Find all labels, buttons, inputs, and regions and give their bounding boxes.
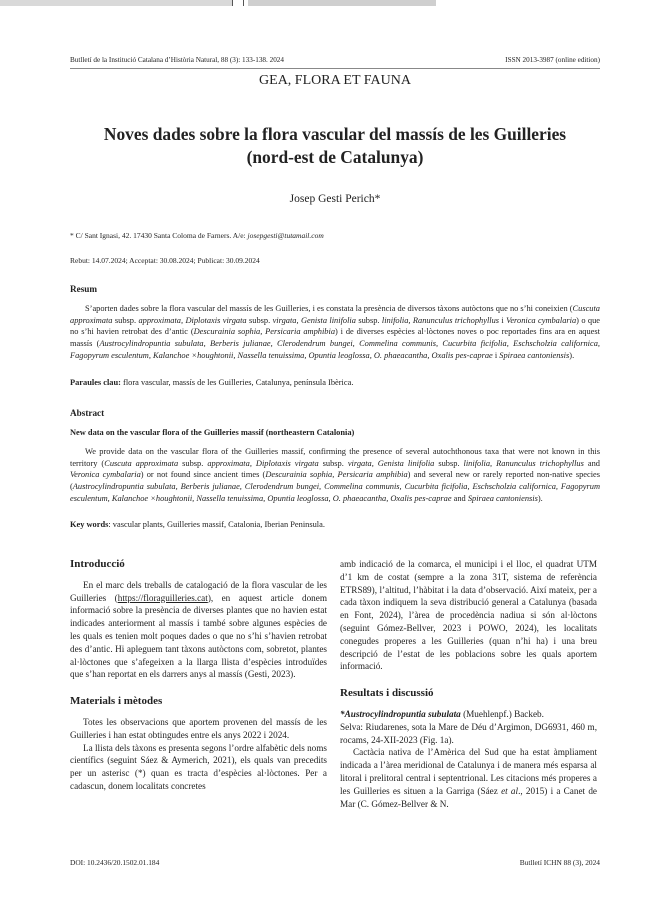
methods-continuation: amb indicació de la comarca, el municipi i el lloc, el quadrat UTM d’1 km de costat (sempre a la zona 31T, sistema de referència ETRS89), l’altitud, l’hàbitat i la data d’observació. Així mateix, per a cada tàxon indiquem la seva distribució general a Catalunya (basada en Font, 2024), l’àrea de procedència nadiua si són al·lòctons (seguint Gómez-Bellver, 2023 i POWO, 2024), les localitats conegudes properes a les Guilleries (quan n’hi ha) i una breu descripció de l’estat de les poblacions sobre les quals aportem informació. xyxy=(340,559,597,672)
running-header xyxy=(70,56,600,64)
species-locality: Selva: Riudarenes, sota la Mare de Déu d’Argimon, DG6931, 460 m, rocams, 24-XII-2023 (Fig. 1a). xyxy=(340,721,597,745)
doi: DOI: 10.2436/20.1502.01.184 xyxy=(70,858,160,867)
keywords-english: Key words: vascular plants, Guilleries massif, Catalonia, Iberian Peninsula. xyxy=(70,520,325,529)
footer-journal: Butlletí ICHN 88 (3), 2024 xyxy=(519,858,600,867)
author: Josep Gesti Perich* xyxy=(289,193,381,205)
publication-dates: Rebut: 14.07.2024; Acceptat: 30.08.2024; Publicat: 30.09.2024 xyxy=(70,256,260,265)
email-link[interactable]: josepgesti@tutamail.com xyxy=(247,231,324,240)
toolbar-divider xyxy=(243,0,244,6)
species-entry xyxy=(340,708,597,721)
abstract-text: We provide data on the vascular flora of the Guilleries massif, confirming the presence of several autochthonous taxa that were not known in this territory (Cuscuta approximata subsp. approximata, Diplotaxis virgata subsp. virgata, Genista linifolia subsp. linifolia, Ranunculus trichophyllus and Veronica cymbalaria) or not found since ancient times (Descurainia sophia, Persicaria amphibia) and several new or rarely reported non-native species (Austrocylindropuntia subulata, Berberis julianae, Clerodendrum bungei, Commelina communis, Cucurbita ficifolia, Eschscholzia californica, Fagopyrum esculentum, Kalanchoe ×houghtonii, Nassella tenuissima, Opuntia leoglossa, O. phaeacantha, Oxalis pes-caprae and Spiraea cantoniensis). xyxy=(70,447,600,503)
journal-citation: Butlletí de la Institució Catalana d’Història Natural, 88 (3): 133-138. 2024 xyxy=(70,56,284,64)
abstract-subtitle: New data on the vascular flora of the Guilleries massif (northeastern Catalonia) xyxy=(70,428,355,437)
species-discussion: Cactàcia nativa de l’Amèrica del Sud que ha estat àmpliament indicada a l’àrea meridional de Catalunya i de manera més esparsa al litoral i prelitoral central i septentrional. Les citacions més properes a les Guilleries es situen a la Garriga (Sáez et al., 2015) i a Canet de Mar (C. Gómez-Bellver & N. xyxy=(340,747,597,809)
section-label: GEA, FLORA ET FAUNA xyxy=(259,73,411,88)
abstract-heading: Abstract xyxy=(70,408,105,418)
address-text: * C/ Sant Ignasi, 42. 17430 Santa Coloma de Farners. A/e: xyxy=(70,231,248,240)
methods-heading: Materials i mètodes xyxy=(70,695,163,708)
toolbar-segment-left xyxy=(0,0,232,6)
results-heading: Resultats i discussió xyxy=(340,687,434,700)
author-address xyxy=(70,231,600,240)
resum-text: S’aporten dades sobre la flora vascular del massís de les Guilleries, i es constata la presència de diversos tàxons autòctons que no s’hi coneixien (Cuscuta approximata subsp. approximata, Diplotaxis virgata subsp. virgata, Genista linifolia subsp. linifolia, Ranunculus trichophyllus i Veronica cymbalaria) o que no s’hi havien retrobat des d’antic (Descurainia sophia, Persicaria amphibia) i de diverses espècies al·lòctones noves o poc reportades fins ara en aquest massís (Austrocylindropuntia subulata, Berberis julianae, Clerodendrum bungei, Commelina communis, Cucurbita ficifolia, Eschscholzia californica, Fagopyrum esculentum, Kalanchoe ×houghtonii, Nassella tenuissima, Opuntia leoglossa, O. phaeacantha, Oxalis pes-caprae i Spiraea cantoniensis). xyxy=(70,304,601,360)
issn: ISSN 2013-3987 (online edition) xyxy=(505,56,600,64)
intro-paragraph: En el marc dels treballs de catalogació de la flora vascular de les Guilleries (https://floraguilleries.cat), en aquest article donem informació sobre la presència de diverses plantes que no havien estat indicades anteriorment al massís i també sobre algunes espècies de les quals es tenien molt poques dades o que no s’hi s’havien retrobat des d’antic. Hi apleguem tant tàxons autòctons com, sobretot, plantes al·lòctones que s’afegeixen a la llarga llista d’espècies introduïdes que s’han reportat en els darrers anys al massís (Gesti, 2023). xyxy=(70,579,327,680)
flora-website-link[interactable]: https://floraguilleries.cat xyxy=(117,592,208,603)
toolbar-divider xyxy=(232,0,233,6)
species-authority: (Muehlenpf.) Backeb. xyxy=(460,708,544,719)
page-footer xyxy=(70,858,600,867)
methods-paragraph-1: Totes les observacions que aportem provenen del massís de les Guilleries i han estat obtingudes entre els anys 2022 i 2024. xyxy=(70,716,327,740)
top-toolbar-strip xyxy=(0,0,653,8)
title-line-1: Noves dades sobre la flora vascular del massís de les Guilleries xyxy=(103,124,567,144)
keywords-catalan: Paraules clau: flora vascular, massís de les Guilleries, Catalunya, península Ibèrica. xyxy=(70,378,354,387)
toolbar-segment-right xyxy=(248,0,436,6)
species-name: *Austrocylindropuntia subulata xyxy=(340,708,461,719)
article-title xyxy=(70,123,600,169)
right-column xyxy=(340,558,597,810)
methods-paragraph-2: La llista dels tàxons es presenta segons l’ordre alfabètic dels noms científics (seguint Sáez & Aymerich, 2021), els quals van precedits per un asterisc (*) quan es tracta d’espècies al·lòctones. Per a cadascun, donem localitats concretes xyxy=(70,742,327,791)
header-rule xyxy=(70,68,600,69)
resum-heading: Resum xyxy=(70,284,98,294)
left-column xyxy=(70,558,327,793)
title-line-2: (nord-est de Catalunya) xyxy=(246,147,424,167)
intro-heading: Introducció xyxy=(70,558,125,570)
